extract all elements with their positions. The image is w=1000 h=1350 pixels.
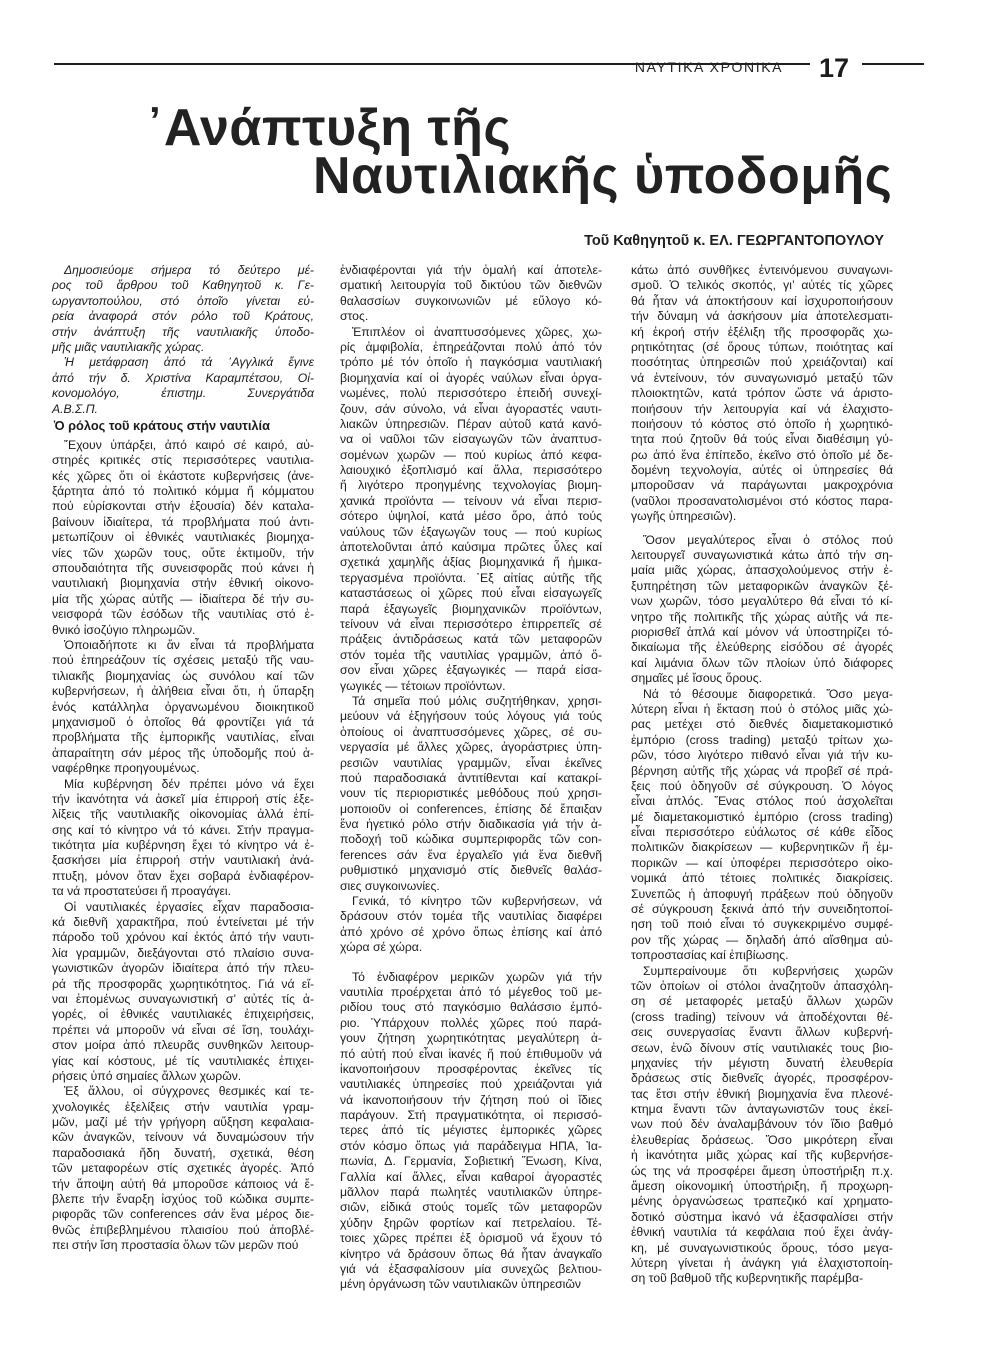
text-line: σιες συγκοινωνίες. xyxy=(340,878,440,893)
text-line: σομένων χωρῶν — πού κυρίως ἀπό κεφα- xyxy=(340,447,602,462)
text-line: παρά ἐξαγωγεῖς βιομηχανικῶν προϊόντων, xyxy=(340,601,602,616)
text-line: ρας μετέχει στό διεθνές διαμετακομιστικό xyxy=(631,717,893,732)
text-line: ξεις πού ὁδηγοῦν σέ σύγκρουση. Ὁ λόγος xyxy=(631,778,893,793)
text-line: ριφορᾶς τῶν conferences σάν ἕνα μέρος διε- xyxy=(52,1207,314,1222)
text-column-3 xyxy=(631,263,893,1287)
text-line: ρεία ἀναφορά στόν ρόλο τοῦ Κράτους, xyxy=(52,309,314,324)
text-line: τήν ἄποψη αὐτή θά μποροῦσε κάποιος νά ἔ- xyxy=(52,1176,314,1191)
text-line: σχετικά χαμηλῆς ἀξίας βιομηχανικά ἤ ἡμικα- xyxy=(340,555,602,570)
text-line: θνικό ἰσοζύγιο πληρωμῶν. xyxy=(52,622,196,637)
text-line: καί λιμάνια ὅλων τῶν πλοίων ὑπό διάφορες xyxy=(631,655,893,670)
text-line: ση τοῦ βαθμοῦ τῆς κυβερνητικῆς παρέμβα- xyxy=(631,1271,864,1286)
text-line: ηση τοῦ ποιό εἶναι τό συγκεκριμένο συμφέ- xyxy=(631,917,893,932)
text-line: ἀπό χρόνο σέ χρόνο ὅπως ἐπίσης καί ἀπό xyxy=(340,924,602,939)
text-line: Γαλλία καί ἄλλες, εἶναι καθαροί ἀγοραστές xyxy=(340,1169,602,1184)
text-line: δομένη τεχνολογία, αὐτές οἱ ὑπηρεσίες θά xyxy=(631,463,893,478)
body-paragraph xyxy=(52,777,314,900)
text-line: τα νά προστατεύσει ἤ προαγάγει. xyxy=(52,884,231,899)
text-line: τερες ἀπό τίς μέγιστες ἐμπορικές χῶρες xyxy=(340,1123,602,1138)
text-line: Δημοσιεύομε σήμερα τό δεύτερο μέ- xyxy=(64,263,314,277)
text-line: νά ἱκανοποιήσουν τήν ζήτηση πού οἱ ἴδιες xyxy=(340,1092,602,1107)
text-line: κή ἐκροή στήν ἐξέλιξη τῆς προσφορᾶς χω- xyxy=(631,324,893,339)
text-line: ἀπό τήν δ. Χριστίνα Καραμπέτσου, Οἰ- xyxy=(52,370,314,385)
text-line: ferences σάν ἕνα ἐργαλεῖο γιά ἕνα διεθνῆ xyxy=(340,847,602,862)
text-line: νίες τῶν χωρῶν τους, οὔτε ἐκτιμοῦν, τήν xyxy=(52,545,314,560)
text-line: τιλιακῆς βιομηχανίας ὡς συνόλου καί τῶν xyxy=(52,668,314,683)
text-line: ποσότητας ὑπηρεσιῶν πού χρειάζονται) καί xyxy=(631,355,893,370)
body-paragraph xyxy=(52,1084,314,1253)
text-line: τικότητα μία κυβέρνηση ἔχει τό κίνητρο νά ἐ- xyxy=(52,838,314,853)
text-line: ρος τοῦ ἄρθρου τοῦ Καθηγητοῦ κ. Γε- xyxy=(52,278,314,293)
text-line: χώρα σέ χώρα. xyxy=(340,940,423,955)
text-line: τεργασμένα προϊόντα. ᾿Εξ αἰτίας αὐτῆς τῆς xyxy=(340,570,602,585)
text-line: πάροδο τοῦ χρόνου καί ἐκτός ἀπό τήν ναυτι- xyxy=(52,930,314,945)
section-subheading: Ὁ ρόλος τοῦ κράτους στήν ναυτιλία xyxy=(54,417,270,433)
text-line: ρεσιῶν ναυτιλίας γραμμῶν, εἶναι ἐκεῖνες xyxy=(340,755,602,770)
text-line: μοποιοῦν οἱ conferences, ἐπίσης δέ ἔπαιξαν xyxy=(340,801,602,816)
text-line: ώς της νά προσφέρει ἄμεση ὑποστήριξη π.χ. xyxy=(631,1163,893,1178)
text-line: ση σέ μεταφορές μεταξύ ἄλλων χωρῶν xyxy=(631,994,893,1009)
body-paragraph xyxy=(52,438,314,638)
text-line: ρίς ἀμφιβολία, ἐπηρεάζονται πολύ ἀπό τόν xyxy=(340,339,602,354)
text-line: γωνιστικῶν ἀγορῶν ἰδιαίτερα ἀπό τήν πλευ- xyxy=(52,961,314,976)
body-paragraph xyxy=(340,263,602,325)
text-line: ἄμεση οἰκονομική ὑποστήριξη, ἤ προχωρη- xyxy=(631,1179,893,1194)
text-line: χανικά προϊόντα — τείνουν νά εἶναι περισ- xyxy=(340,493,602,508)
text-line: ζουν, σάν σύνολο, νά εἶναι ἀγοραστές ναυτι- xyxy=(340,401,602,416)
text-line: κτημα ἔναντι τῶν ἀνταγωνιστῶν τους ἐκεί- xyxy=(631,1102,893,1117)
text-line: Ὁποιαδήποτε κι ἄν εἶναι τά προβλήματα xyxy=(64,637,314,652)
text-line: σμοῦ. Ὁ τελικός σκοπός, γι’ αὐτές τίς χῶρες xyxy=(631,278,893,293)
text-line: δράσεως στίς διεθνεῖς ἀγορές, προσφέρον- xyxy=(631,1071,893,1086)
text-line: δράσουν στόν τομέα τῆς ναυτιλίας διαφέρει xyxy=(340,909,602,924)
text-line: γιά νά ἐξασφαλίσουν μία συνεχῶς βελτιου- xyxy=(340,1262,602,1276)
text-line: μεύουν νά ἐξηγήσουν τούς λόγους γιά τούς xyxy=(340,709,602,724)
text-line: νουν τίς περιοριστικές μεθόδους πού χρησι- xyxy=(340,786,602,801)
text-line: Τά σημεῖα πού μόλις συζητήθηκαν, χρησι- xyxy=(352,693,602,708)
text-line: κάτω ἀπό συνθῆκες ἐντεινόμενου συναγωνι- xyxy=(631,263,893,277)
text-line: θά ἦταν νά ἀποκτήσουν καί ἰσχυροποιήσουν xyxy=(631,293,893,308)
article-title-line-2: Ναυτιλιακῆς ὑποδομῆς xyxy=(313,147,893,205)
text-line: κά διεθνῆ χαρακτῆρα, πού ἐντείνεται μέ τήν xyxy=(52,915,314,930)
text-line: μηχανίες τήν μέγιστη δυνατή ἐλευθερία xyxy=(631,1055,893,1070)
text-line: σιῶν, εἰδικά στούς τομεῖς τῶν μεταφορῶν xyxy=(340,1200,602,1215)
text-line: ρητικότητας (σέ ὅρους τύπων, ποιότητας καί xyxy=(631,339,893,354)
text-line: θαλασσίων συγκοινωνιῶν μέ εὔλογο κό- xyxy=(340,293,602,308)
text-line: Συμπεραίνουμε ὅτι κυβερνήσεις χωρῶν xyxy=(643,963,893,978)
text-line: μᾶλλον παρά πωλητές ναυτιλιακῶν ὑπηρε- xyxy=(340,1185,602,1200)
body-paragraph xyxy=(340,970,602,1293)
text-line: ῎Εχουν ὑπάρξει, ἀπό καιρό σέ καιρό, αὐ- xyxy=(64,437,314,452)
text-line: ἕνα ἡγετικό ρόλο στήν διαδικασία γιά τήν ἀ- xyxy=(340,817,602,832)
text-line: νεισφορά τῶν ἐσόδων τῆς ναυτιλίας στό ἐ- xyxy=(52,607,314,622)
text-line: βλεπε τήν ἔναρξη ἰσχύος τοῦ κώδικα συμπε- xyxy=(52,1192,314,1207)
text-line: ναύλους τῶν ἐξαγωγῶν τους — πού κυρίως xyxy=(340,524,602,539)
article-byline: Τοῦ Καθηγητοῦ κ. ΕΛ. ΓΕΩΡΓΑΝΤΟΠΟΥΛΟΥ xyxy=(584,233,884,249)
text-line: στήν ἀνάπτυξη τῆς ναυτιλιακῆς ὑποδο- xyxy=(52,324,314,339)
text-line: στον μοίρα ἀπό πλευρᾶς συνθηκῶν λειτουρ- xyxy=(52,1038,314,1053)
text-line: χύδην ξηρῶν φορτίων καί πετρελαίου. Τέ- xyxy=(340,1215,602,1230)
text-line: δικαίωμα τῆς ἐλεύθερης εἰσόδου σέ ἀγορές xyxy=(631,640,893,655)
text-line: πορικῶν — καί ὑποφέρει περισσότερο οἰκο- xyxy=(631,855,893,870)
text-line: προβλήματα τῆς ἐμπορικῆς ναυτιλίας, εἶναι xyxy=(52,730,314,745)
text-line: εἶναι περισσότερο εὐάλωτος σέ κάθε εἶδος xyxy=(631,825,893,840)
text-line: ναυτιλιακές ὑπηρεσίες πού χρειάζονται γιά xyxy=(340,1077,602,1092)
text-line: στος. xyxy=(340,309,369,324)
body-paragraph xyxy=(52,638,314,777)
text-line: ἐνδιαφέρονται γιά τήν ὁμαλή καί ἀποτελε- xyxy=(340,263,602,277)
text-line: ναυτιλία προέρχεται ἀπό τό μέγεθος τοῦ με- xyxy=(340,984,602,999)
text-line: Ὅσον μεγαλύτερος εἶναι ὁ στόλος πού xyxy=(643,532,893,547)
text-line: θνῶς ἐπιβεβλημένου πλαισίου πού ἀποβλέ- xyxy=(52,1222,314,1237)
text-line: σπουδαιότητα τῆς συνεισφορᾶς πού κάνει ἡ xyxy=(52,561,314,576)
text-line: (ναῦλοι προσανατολισμένοι στό κόστος παρα- xyxy=(631,493,893,508)
text-line: μηχανισμοῦ ὁ ὁποῖος θά φροντίζει γιά τά xyxy=(52,714,314,729)
text-line: χνολογικές ἐξελίξεις στήν ναυτιλία γραμ- xyxy=(52,1099,314,1114)
text-line: ἀπαραίτητη σάν μέρος τῆς ὑποδομῆς πού ἀ- xyxy=(52,745,314,760)
text-line: σεις συνεργασίας ἔναντι ἄλλων κυβερνή- xyxy=(631,1025,893,1040)
text-line: ἡ ἱκανότητα μιᾶς χώρας καί τῆς κυβερνήσε- xyxy=(631,1148,893,1163)
text-line: ρήσεις ὑπό σημαίες ἄλλων χωρῶν. xyxy=(52,1068,242,1083)
text-line: (cross trading) τείνουν νά ἀποδέχονται θέ- xyxy=(631,1009,893,1024)
text-line: καταστάσεως οἱ χῶρες πού εἶναι εἰσαγωγεῖς xyxy=(340,586,602,601)
text-line: κίνητρο νά δράσουν ὅπως θά ἦταν ἀναγκαῖο xyxy=(340,1246,602,1261)
text-line: κη, μέ συναγωνιστικούς ὅρους, τόσο μεγα- xyxy=(631,1240,893,1255)
text-line: πωνία, Δ. Γερμανία, Σοβιετική Ἕνωση, Κίνα, xyxy=(340,1154,602,1169)
text-line: τρόπο μέ τόν ὁποῖο ἡ παγκόσμια ναυτιλιακή xyxy=(340,355,602,370)
text-line: πού παραδοσιακά ἀντιτίθενται καί κατακρί- xyxy=(340,770,602,785)
text-line: τήν ἱκανότητα νά ἀσκεῖ μία ἐπιρροή στίς ἐξε- xyxy=(52,791,314,806)
text-line: Νά τό θέσουμε διαφορετικά. Ὅσο μεγα- xyxy=(643,686,893,701)
text-line: ριδίου τους στό παγκόσμιο θαλάσσιο ἐμπό- xyxy=(340,1000,602,1015)
text-line: τείνουν νά εἶναι περισσότερο ἐπιρρεπεῖς σέ xyxy=(340,616,602,631)
text-line: λαιουχικό ἐξοπλισμό καί ἄλλα, περισσότερο xyxy=(340,463,602,478)
text-line: ἐμπόριο (cross trading) μεταξύ τρίτων χω- xyxy=(631,732,893,747)
text-line: ἤ λιγότερο προηγμένης τεχνολογίας βιομη- xyxy=(340,478,602,493)
running-title: ΝΑΥΤΙΚΑ ΧΡΟΝΙΚΑ xyxy=(634,59,784,75)
text-line: Οἱ ναυτιλιακές ἐργασίες εἶχαν παραδοσια- xyxy=(64,899,314,914)
text-line: σότερο ὑψηλοί, κατά μέσο ὅρο, ἀπό τούς xyxy=(340,509,602,524)
text-line: στηρές κριτικές στίς περισσότερες ναυτιλια- xyxy=(52,453,314,468)
text-line: λίξεις τῆς ναυτιλιακῆς οἰκονομίας ἀλλά ἐπί- xyxy=(52,807,314,822)
text-line: ὁποίους οἱ ἀναπτυσσόμενες χῶρες, σέ συ- xyxy=(340,724,602,739)
text-line: λιακῶν ὑπηρεσιῶν. Πέραν αὐτοῦ κατά κανό- xyxy=(340,416,602,431)
text-line: τοπροστασίας καί ἐπιβίωσης. xyxy=(631,948,789,963)
text-line: γουν ζήτηση χωρητικότητας μεγαλύτερη ἀ- xyxy=(340,1031,602,1046)
intro-paragraph xyxy=(52,355,314,417)
text-line: ρῶν, τόσο λιγότερο πιθανό εἶναι γιά τήν κυ- xyxy=(631,748,893,763)
paragraph-spacer xyxy=(340,956,602,970)
text-line: κυβερνήσεων, ἡ ἀλήθεια εἶναι ὅτι, ἡ ὕπαρξη xyxy=(52,684,314,699)
text-line: πτυξη, μόνον ὅταν ἔχει σοβαρά ἐνδιαφέρον- xyxy=(52,868,314,883)
text-line: ποδοχή τοῦ κώδικα συμπεριφορᾶς τῶν con- xyxy=(340,832,602,847)
text-line: λειτουργεῖ συναγωνιστικά κάτω ἀπό τήν ση- xyxy=(631,548,893,563)
text-line: μποροῦσαν νά παράγωνται μακροχρόνια xyxy=(631,478,893,493)
text-line: Ἐπιπλέον οἱ ἀναπτυσσόμενες χῶρες, χω- xyxy=(352,324,602,339)
text-line: Γενικά, τό κίνητρο τῶν κυβερνήσεων, νά xyxy=(352,894,602,909)
text-line: ξυπηρέτηση τῶν μεταφορικῶν ἀναγκῶν ξέ- xyxy=(631,578,893,593)
body-paragraph xyxy=(631,687,893,964)
text-line: γωγῆς ὑπηρεσιῶν). xyxy=(631,509,737,524)
text-line: πρέπει νά μποροῦν νά εἶναι σέ ἴση, τουλάχι- xyxy=(52,1022,314,1037)
text-line: πράξεις ἀντιδράσεως κατά τῶν μεταφορῶν xyxy=(340,632,602,647)
paragraph-spacer xyxy=(631,525,893,533)
text-line: ἱκανοποιήσουν προσφέροντας ἐκεῖνες τίς xyxy=(340,1061,602,1076)
text-line: μέ διαμετακομιστικό ἐμπόριο (cross trading) xyxy=(631,809,893,824)
text-line: πού εὑρίσκονται στήν ἐξουσία) δέν καταλα- xyxy=(52,499,314,514)
text-line: τῶν ὁποίων οἱ στόλοι ἀναζητοῦν ἀπασχόλη- xyxy=(631,978,893,993)
text-line: σης καί τό κίνητρο νά τό κάνει. Στήν πραγμα- xyxy=(52,822,314,837)
text-line: μῆς μιᾶς ναυτιλιακῆς χώρας. xyxy=(52,339,205,354)
text-line: μία τῆς χώρας αὐτῆς — ἰδιαίτερα δέ τήν συ- xyxy=(52,591,314,606)
text-line: νων πού δέν ἀναλαμβάνουν τόν ἴδιο βαθμό xyxy=(631,1117,893,1132)
body-paragraph xyxy=(52,900,314,1085)
text-line: ἐλευθερίας δράσεως. Ὅσο μικρότερη εἶναι xyxy=(631,1132,893,1147)
text-line: μῶν, μαζί μέ τήν γρήγορη αὔξηση κεφαλαια- xyxy=(52,1115,314,1130)
text-line: νωμένες, πολύ περισσότερο ἐπειδή συνεχί- xyxy=(340,386,602,401)
body-paragraph xyxy=(340,694,602,894)
text-line: γορές, οἱ ἐθνικές ναυτιλιακές ἐπιχειρήσεις, xyxy=(52,1007,314,1022)
text-line: ριορισθεῖ ἁπλά καί μόνον νά ὑποστηρίζει τό- xyxy=(631,624,893,639)
text-column-1 xyxy=(52,263,314,1254)
text-line: παράγουν. Στή πραγματικότητα, οἱ περισσό- xyxy=(340,1108,602,1123)
text-line: δοτικό σύστημα ἱκανό νά ἐξασφαλίσει στήν xyxy=(631,1209,893,1224)
text-line: ρον τῆς χώρας — δηλαδή ἀπό αἴσθημα αὐ- xyxy=(631,932,893,947)
text-line: λία γραμμῶν, διεξάγονται στό πλαίσιο συνα- xyxy=(52,945,314,960)
text-line: στόν τομέα τῆς ναυτιλίας γραμμῶν, ἀπό ὅ- xyxy=(340,647,602,662)
text-line: μένη ὀργάνωση τῶν ναυτιλιακῶν ὑπηρεσιῶν xyxy=(340,1277,581,1292)
text-line: νά ἐντείνουν, τόν συναγωνισμό μεταξύ τῶν xyxy=(631,370,893,385)
text-line: ριο. Ὑπάρχουν πολλές χῶρες πού παρά- xyxy=(340,1015,602,1030)
text-line: σματική λειτουργία τοῦ δικτύου τῶν διεθνῶν xyxy=(340,278,602,293)
text-line: βαίνουν ἰδιαίτερα, τά προβλήματα πού ἀντι- xyxy=(52,514,314,529)
text-line: παραδοσιακά ἤδη δυνατή, σχετικά, θέση xyxy=(52,1145,314,1160)
text-line: Ἡ μετάφραση ἀπό τά ᾿Αγγλικά ἔγινε xyxy=(64,355,314,370)
text-line: μαία μιᾶς χώρας, ἀπασχολούμενος στήν ἐ- xyxy=(631,563,893,578)
text-line: τας ἔτσι στήν ἐθνική βιομηχανία ἕνα πλεονέ- xyxy=(631,1086,893,1101)
text-line: ἐθνική ναυτιλία τά κεφάλαια πού ἔχει ἀνάγ- xyxy=(631,1225,893,1240)
text-line: σεων, ἐνῶ δίνουν στίς ναυτιλιακές τους βιο- xyxy=(631,1040,893,1055)
text-line: ξάρτητα ἀπό τό πολιτικό κόμμα ἤ κόμματου xyxy=(52,484,314,499)
text-line: τήν δύναμη νά ἀσκήσουν μία ἀποτελεσματι- xyxy=(631,309,893,324)
text-line: πει στήν ἴση προστασία ὅλων τῶν μερῶν πού xyxy=(52,1238,299,1253)
text-line: ρά τῆς προσφορᾶς χωρητικότητος. Γιά νά εἴ- xyxy=(52,976,314,991)
text-line: ἀποτελοῦνται ἀπό καύσιμα πρῶτες ὗλες καί xyxy=(340,540,602,555)
text-line: γίας καί κόστους, μέ τίς ναυτιλιακές ἐπιχει- xyxy=(52,1053,314,1068)
text-line: νομικά ἀπό τέτοιες πολιτικές διακρίσεις. xyxy=(631,871,893,886)
text-line: ποιήσουν τήν λειτουργία καί νά ἐλαχιστο- xyxy=(631,401,893,416)
text-line: λύτερη εἶναι ἡ ἔκταση πού ὁ στόλος μιᾶς χώ- xyxy=(631,701,893,716)
text-line: τῶν μεταφορέων στίς σχετικές ἀγορές. Ἀπό xyxy=(52,1161,314,1176)
text-line: πού ἐπηρεάζουν τίς σχέσεις μεταξύ τῆς ναυ- xyxy=(52,653,314,668)
text-line: ναφέρθηκε προηγουμένως. xyxy=(52,761,200,776)
body-paragraph xyxy=(340,325,602,694)
body-paragraph xyxy=(340,894,602,956)
text-line: ρω ἀπό ἕνα ἐπίπεδο, ἐκεῖνο στό ὁποῖο μέ δε- xyxy=(631,447,893,462)
text-line: βέρνηση αὐτῆς τῆς χώρας νά προβεῖ σέ πρά- xyxy=(631,763,893,778)
text-line: να οἱ ναῦλοι τῶν εἰσαγωγῶν τῶν ἀναπτυσ- xyxy=(340,432,602,447)
text-line: μένης ὀργανώσεως τραπεζικό καί χρηματο- xyxy=(631,1194,893,1209)
text-line: ναυτιλιακή βιομηχανία στήν ἐθνική οἰκονο- xyxy=(52,576,314,591)
body-paragraph xyxy=(631,263,893,525)
text-line: λύτερη γίνεται ἡ ἀνάγκη γιά ἐλαχιστοποίη- xyxy=(631,1256,893,1270)
text-column-2 xyxy=(340,263,602,1293)
text-line: Α.Β.Σ.Π. xyxy=(52,401,98,416)
text-line: ωργαντοπούλου, στό ὁποῖο γίνεται εὐ- xyxy=(52,293,314,308)
text-line: βιομηχανία καί οἱ ἀγορές ναύλων εἶναι ὀργα- xyxy=(340,370,602,385)
header-rule-right xyxy=(862,63,924,65)
text-line: πό αὐτή πού εἶναι ἱκανές ἤ πού ἐπιθυμοῦν νά xyxy=(340,1046,602,1061)
text-line: ρυθμιστικό μηχανισμό στίς διεθνεῖς θαλάσ- xyxy=(340,863,602,878)
text-line: ποιήσουν τό κόστος στό ὁποῖο ἡ χωρητικό- xyxy=(631,416,893,431)
text-line: Ἐξ ἄλλου, οἱ σύγχρονες θεσμικές καί τε- xyxy=(64,1084,314,1099)
text-line: νεργασία μέ ἄλλες χῶρες, ἀγοράστριες ὑπη- xyxy=(340,740,602,755)
text-line: ἑνός κατάλληλα ὀργανωμένου διοικητικοῦ xyxy=(52,699,314,714)
text-line: νων χωρῶν, τόσο μεγαλύτερο θά εἶναι τό κί- xyxy=(631,594,893,609)
text-line: ξασκήσει μία ἐπιρροή στήν ναυτιλιακή ἀνά- xyxy=(52,853,314,868)
intro-paragraph xyxy=(52,263,314,355)
text-line: γωγικές — τέτοιων προϊόντων. xyxy=(340,678,506,693)
text-line: μετωπίζουν οἱ ἐθνικές ναυτιλιακές βιομηχα- xyxy=(52,530,314,545)
text-line: πλοιοκτητῶν, κατά τρόπον ὥστε νά ἀριστο- xyxy=(631,386,893,401)
page-number: 17 xyxy=(818,53,850,83)
body-paragraph xyxy=(631,964,893,1287)
text-line: τητα πού ζητοῦν θά τούς εἶναι διαθέσιμη γύ- xyxy=(631,432,893,447)
text-line: Συνεπῶς ἡ ἀποφυγή πράξεων πού ὁδηγοῦν xyxy=(631,886,893,901)
text-line: πολιτικῶν διακρίσεων — κυβερνητικῶν ἤ ἐμ- xyxy=(631,840,893,855)
text-line: κῶν ἀναγκῶν, τείνουν νά δυναμώσουν τήν xyxy=(52,1130,314,1145)
text-line: εἶναι ἁπλός. Ἕνας στόλος πού ἀσχολεῖται xyxy=(631,794,893,809)
text-line: στόν κόσμο ὅπως γιά παράδειγμα ΗΠΑ, Ἰα- xyxy=(340,1138,602,1153)
article-title-line-1: ᾿Ανάπτυξη τῆς xyxy=(146,99,511,157)
text-line: σημαῖες μέ ἴσους ὅρους. xyxy=(631,671,762,686)
text-line: νητρο τῆς πολιτικῆς τῆς χώρας αὐτῆς νά πε- xyxy=(631,609,893,624)
body-paragraph xyxy=(631,533,893,687)
text-line: Τό ἐνδιαφέρον μερικῶν χωρῶν γιά τήν xyxy=(352,969,602,984)
text-line: σον εἶναι χῶρες ἐξαγωγικές — παρά εἰσα- xyxy=(340,663,602,678)
text-line: Μία κυβέρνηση δέν πρέπει μόνο νά ἔχει xyxy=(64,776,314,791)
text-line: σέ σύγκρουση ξεκινά ἀπό τήν συνειδητοποί- xyxy=(631,902,893,917)
text-line: κές χῶρες ὅτι οἱ ἑκάστοτε κυβερνήσεις (ἀνε- xyxy=(52,468,314,483)
text-line: ναι ἑπομένως συναγωνιστική σ’ αὐτές τίς ἀ- xyxy=(52,991,314,1006)
text-line: κονομολόγο, ἐπιστημ. Συνεργάτιδα xyxy=(52,386,314,401)
text-line: τοιες χῶρες πρέπει ἐξ ὁρισμοῦ νά ἔχουν τό xyxy=(340,1231,602,1246)
